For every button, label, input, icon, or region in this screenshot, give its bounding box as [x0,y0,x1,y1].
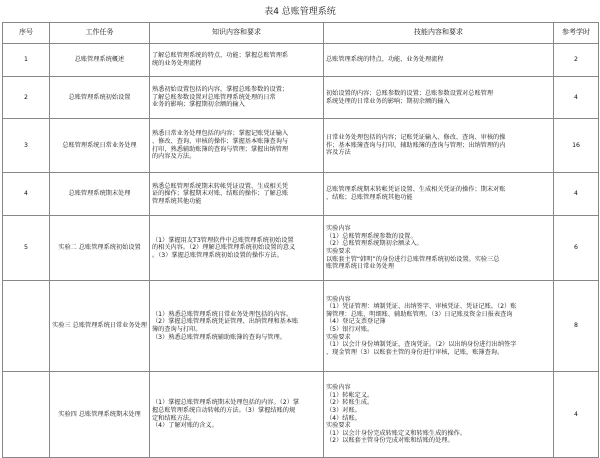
skill-cell-line: （3）对账。 [326,406,361,414]
knowledge-cell-line: 握总账管理系统自动转帐的方法。（3）掌握结账的规 [152,406,296,414]
task-cell: 实验二 总账管理系统初始设置 [50,216,150,281]
knowledge-cell-line: 、修改、查询、审核的操作；掌握基本账簿查询与 [152,137,289,145]
hours-cell: 4 [554,77,599,119]
row-number: 3 [3,119,50,173]
knowledge-cell-line: 了解总账参数设置对总账管理系统处理的日常 [152,93,276,101]
skill-cell [324,173,554,216]
knowledge-cell-line: 统的业务处理流程 [152,60,202,67]
row-number [3,281,50,372]
knowledge-cell [150,119,324,173]
knowledge-cell-line: 。（3）掌握总账管理系统初始设置的操作方法。 [152,251,283,259]
skill-cell-line: （2）以账套主管身份完成对账和结账的处理。 [326,437,454,445]
row-number: 4 [3,173,50,216]
skill-cell-line: 实验要求 [326,422,351,430]
skill-cell-line: 总账管理系统的特点、功能、业务处理流程 [326,56,444,64]
knowledge-cell [150,281,324,372]
knowledge-cell-line: 的相关内容。（2）理解总账管理系统初始设置的意义 [152,244,296,252]
knowledge-cell [150,77,324,119]
skill-cell-line: （1）总账管理系统参数的设置。 [326,232,417,240]
skill-cell-line: 实验内容 [326,295,351,303]
skill-cell-line: （2）总账管理系统期初余额录入。 [326,240,423,248]
skill-cell [324,77,554,119]
knowledge-cell-line: 证的操作；掌握期末对账、结账的操作；了解总账 [152,190,289,198]
task-cell: 总账管理系统初始设置 [50,77,150,119]
skill-cell [324,44,554,77]
task-cell: 实验三 总账管理系统日常业务处理 [50,281,150,372]
row-number: 5 [3,216,50,281]
table-row [3,44,599,77]
task-cell: 实验四 总账管理系统期末处理 [50,372,150,458]
task-cell: 总账管理系统期末处理 [50,173,150,216]
table-row [3,173,599,216]
skill-cell-line: 账管理系统日常业务处理 [326,263,395,271]
skill-cell-line: （1）以会计身份完成转账定义和转账生成的操作。 [326,429,467,437]
knowledge-cell-line: 了解总账管理系统的特点、功能；掌握总账管理系 [152,52,289,60]
knowledge-cell-line: 熟悉初始设置包括的内容，掌握总账参数的设置； [152,86,289,94]
skill-cell [324,119,554,173]
knowledge-cell-line: 簿的查询与打印。 [152,326,202,333]
knowledge-cell-line: 定和结账方法。 [152,414,196,422]
header-no: 序号 [3,23,50,44]
skill-cell-line: 初始设置的内容；总账参数的设置；总账参数设置对总账管理 [326,89,494,97]
skill-cell-line: 实验要求 [326,248,351,255]
skill-cell-line: （2）转账生成。 [326,399,374,407]
skill-cell-line: 实验内容 [326,225,351,233]
knowledge-cell [150,173,324,216]
knowledge-cell-line: （3）熟悉总账管理系统辅助账簿的查询与管理。 [152,333,286,341]
knowledge-cell [150,216,324,281]
table-row [3,372,599,458]
skill-cell-line: 作；基本账簿查询与打印，辅助账簿的查询与管理；出纳管理的内 [326,141,506,149]
skill-cell-line: （1）凭证管理：填制凭证、出纳签字、审核凭证、凭证记账。（2）账 [326,303,517,311]
skill-cell [324,281,554,372]
knowledge-cell-line: （1）掌握总账管理系统期末处理包括的内容。（2）掌 [152,399,300,407]
syllabus-table [2,22,599,458]
task-cell: 总账管理系统日常业务处理 [50,119,150,173]
table-caption: 表4 总账管理系统 [264,7,336,17]
knowledge-cell-line: 管理系统其他功能 [152,197,202,205]
table-header [3,23,599,44]
knowledge-cell-line: （1）熟悉总账管理系统日常业务处理包括的内容。 [152,310,293,318]
skill-cell-line: 实验要求 [326,333,351,341]
table-row [3,77,599,119]
skill-cell-line: （5）银行对账。 [326,326,374,333]
skill-cell-line: （1）转帐定义。 [326,391,374,399]
knowledge-cell-line: （2）掌握总账管理系统凭证管理、出纳管理和基本账 [152,318,299,326]
table-row [3,216,599,281]
skill-cell-line: （4）登记支票登记簿 [326,318,386,326]
table-row [3,119,599,173]
skill-cell [324,216,554,281]
skill-cell [324,372,554,458]
row-number: 2 [3,77,50,119]
header-skill: 技能内容和要求 [324,23,554,44]
skill-cell-line: （4）结账。 [326,414,361,422]
header-knowledge: 知识内容和要求 [150,23,324,44]
hours-cell: 8 [554,281,599,372]
task-cell: 总账管理系统概述 [50,44,150,77]
header-task: 工作任务 [50,23,150,44]
knowledge-cell [150,372,324,458]
skill-cell-line: 、现金管理（3）以账套主管的身份进行审核，记账，账簿查询。 [326,348,504,356]
row-number: 1 [3,44,50,77]
skill-cell-line: 、结账；总账管理系统其他功能 [326,194,413,201]
skill-cell-line: 以账套主管“韩明”的身份进行总账管理系统初始设置。实验三总 [326,255,500,263]
hours-cell: 2 [554,44,599,77]
skill-cell-line: 容及方法 [326,149,351,157]
skill-cell-line: （1）以会计身份填制凭证，查询凭证。（2）以出纳身份进行出纳签字 [326,341,517,349]
knowledge-cell-line: 业务的影响；掌握期初余额的输入 [152,101,245,109]
hours-cell: 16 [554,119,599,173]
knowledge-cell-line: （4）了解对账的含义。 [152,422,218,430]
table-row [3,281,599,372]
skill-cell-line: 簿管理：总账、明细账、辅助账管理。（3）日记账及资金日报表查询 [326,310,513,318]
knowledge-cell-line: 的内容及方法。 [152,153,196,161]
knowledge-cell-line: 熟悉日常业务处理包括的内容；掌握记账凭证输入 [152,130,289,138]
hours-cell: 4 [554,372,599,458]
header-hours: 参考学时 [554,23,599,44]
skill-cell-line: 日常业务处理包括的内容；记账凭证输入、修改、查询、审核的操 [326,134,506,142]
row-number [3,372,50,458]
skill-cell-line: 总账管理系统期末转帐凭证设置、生成相关凭证的操作；期末对账 [326,186,506,194]
knowledge-cell-line: 打印，熟悉辅助账簿的查询与管理；掌握出纳管理 [152,145,289,153]
table-body [3,44,599,458]
skill-cell-line: 实验内容 [326,384,351,392]
hours-cell: 4 [554,173,599,216]
hours-cell: 6 [554,216,599,281]
knowledge-cell-line: （1）掌握用友T3管理软件中总账管理系统初始设置 [152,236,294,244]
knowledge-cell [150,44,324,77]
skill-cell-line: 系统处理的日常业务的影响；期初余额的输入 [326,97,450,105]
knowledge-cell-line: 熟悉总账管理系统期末转帐凭证设置、生成相关凭 [152,182,289,190]
